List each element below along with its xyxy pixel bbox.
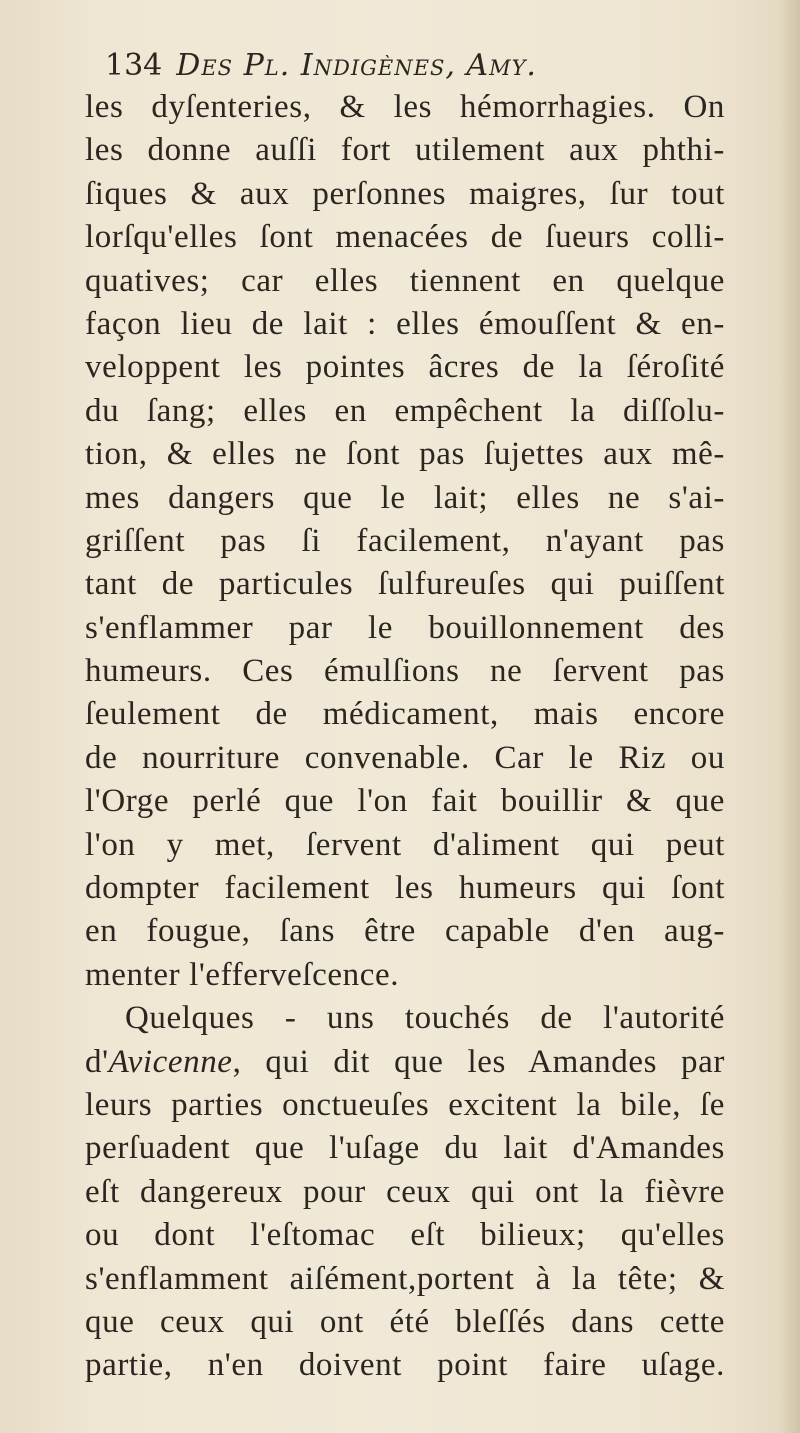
page-number: 134 — [105, 48, 163, 83]
text-line: façon lieu de lait : elles émouſſent & en- — [85, 305, 725, 342]
text-line: griſſent pas ſi facilement, n'ayant pas — [85, 522, 725, 559]
text-line: du ſang; elles en empêchent la diſſolu- — [85, 392, 725, 429]
author-name: Avicenne — [108, 1043, 233, 1080]
text-line: leurs parties onctueuſes excitent la bile, ſe — [85, 1086, 725, 1123]
text-line: ſiques & aux perſonnes maigres, ſur tout — [85, 175, 725, 212]
text-line: en fougue, ſans être capable d'en aug- — [85, 913, 725, 950]
text-line: l'Orge perlé que l'on fait bouillir & que — [85, 783, 725, 820]
text-line: que ceux qui ont été bleſſés dans cette — [85, 1303, 725, 1340]
text-line: veloppent les pointes âcres de la ſéroſité — [85, 349, 725, 386]
text-line: Quelques - uns touchés de l'autorité — [125, 1000, 725, 1037]
text-line: perſuadent que l'uſage du lait d'Amandes — [85, 1130, 725, 1167]
text-line: s'enflammer par le bouillonnement des — [85, 609, 725, 646]
text-line: lorſqu'elles ſont menacées de ſueurs colli- — [85, 219, 725, 256]
running-title: Des Pl. Indigènes, Amy. — [176, 48, 537, 83]
text-line: l'on y met, ſervent d'aliment qui peut — [85, 826, 725, 863]
text-line: tant de particules ſulfureuſes qui puiſſent — [85, 566, 725, 603]
text-line: humeurs. Ces émulſions ne ſervent pas — [85, 653, 725, 690]
text-line: d'Avicenne, qui dit que les Amandes par — [85, 1043, 725, 1080]
text-line: menter l'efferveſcence. — [85, 956, 400, 993]
text-line: les dyſenteries, & les hémorrhagies. On — [85, 89, 725, 125]
text-line: quatives; car elles tiennent en quelque — [85, 262, 725, 299]
text-line: tion, & elles ne ſont pas ſujettes aux mê- — [85, 436, 725, 473]
text-line: partie, n'en doivent point faire uſage. — [85, 1347, 725, 1384]
text-line: les donne auſſi fort utilement aux phthi- — [85, 132, 725, 169]
text-line: de nourriture convenable. Car le Riz ou — [85, 739, 725, 776]
text-line: mes dangers que le lait; elles ne s'ai- — [85, 479, 725, 516]
text-line: ſeulement de médicament, mais encore — [85, 696, 725, 733]
text-line: eſt dangereux pour ceux qui ont la fièvre — [85, 1173, 725, 1210]
running-head — [105, 46, 705, 86]
text-line: ou dont l'eſtomac eſt bilieux; qu'elles — [85, 1217, 725, 1254]
text-line: s'enflamment aiſément,portent à la tête; & — [85, 1260, 725, 1297]
body-text — [85, 86, 725, 1388]
text-line: dompter facilement les humeurs qui ſont — [85, 870, 725, 907]
